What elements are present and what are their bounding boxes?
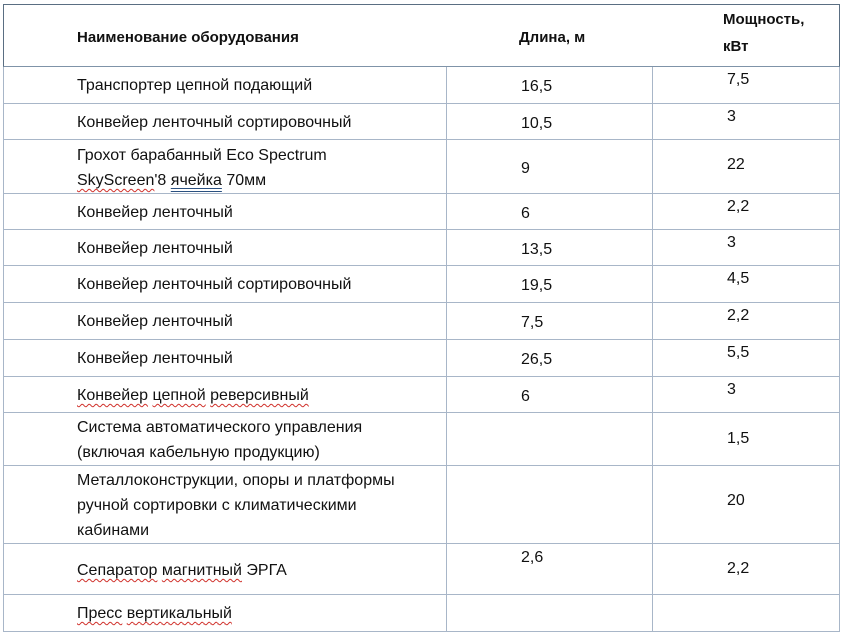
cell-power: 3 — [652, 377, 840, 412]
table-row — [3, 466, 840, 544]
table-row — [3, 67, 840, 104]
cell-power: 2,2 — [652, 544, 840, 594]
cell-name: Металлоконструкции, опоры и платформы ручной сортировки с климатическими кабинами — [77, 472, 395, 539]
cell-length — [446, 413, 652, 465]
header-power-line2: кВт — [723, 38, 749, 55]
table-row — [3, 413, 840, 466]
cell-power: 22 — [652, 140, 840, 193]
table-row — [3, 377, 840, 413]
cell-length — [446, 466, 652, 543]
cell-name — [4, 544, 446, 594]
name-line: Конвейер цепной реверсивный — [77, 387, 309, 404]
cell-length: 16,5 — [446, 67, 652, 103]
cell-length — [446, 595, 652, 631]
cell-length: 9 — [446, 140, 652, 193]
cell-length: 19,5 — [446, 266, 652, 302]
cell-name: Транспортер цепной подающий — [77, 77, 313, 94]
table-row — [3, 266, 840, 303]
table-row — [3, 194, 840, 230]
cell-power: 2,2 — [652, 194, 840, 229]
table-header — [3, 4, 840, 67]
table-row — [3, 303, 840, 340]
cell-length: 26,5 — [446, 340, 652, 376]
table-row — [3, 230, 840, 266]
cell-power: 2,2 — [652, 303, 840, 339]
cell-power: 20 — [652, 466, 840, 543]
name-line: Сепаратор магнитный ЭРГА — [77, 562, 287, 579]
table-row — [3, 340, 840, 377]
cell-name: Конвейер ленточный — [77, 204, 233, 221]
table-row — [3, 104, 840, 140]
cell-name: Конвейер ленточный сортировочный — [77, 114, 352, 131]
name-line-2: SkyScreen'8 ячейка 70мм — [77, 172, 267, 189]
cell-power: 3 — [652, 230, 840, 265]
table-row — [3, 595, 840, 632]
cell-power — [652, 595, 840, 631]
header-length: Длина, м — [519, 29, 586, 46]
cell-name — [4, 595, 446, 631]
cell-length: 2,6 — [446, 544, 652, 594]
cell-power: 5,5 — [652, 340, 840, 376]
cell-name: Система автоматического управления (включая кабельную продукцию) — [77, 419, 363, 461]
cell-power: 1,5 — [652, 413, 840, 465]
cell-length: 6 — [446, 194, 652, 229]
cell-power: 3 — [652, 104, 840, 139]
header-power-line1: Мощность, — [723, 11, 805, 28]
cell-name — [4, 377, 446, 412]
cell-name: Конвейер ленточный — [77, 313, 233, 330]
header-name: Наименование оборудования — [77, 29, 299, 46]
cell-name: Конвейер ленточный сортировочный — [77, 276, 352, 293]
name-line: Пресс вертикальный — [77, 605, 232, 622]
cell-length: 6 — [446, 377, 652, 412]
cell-name: Грохот барабанный Eco Spectrum SkyScreen'8 ячейка 70мм — [4, 140, 446, 193]
cell-power: 4,5 — [652, 266, 840, 302]
cell-length: 7,5 — [446, 303, 652, 339]
cell-power: 7,5 — [652, 67, 840, 103]
cell-length: 13,5 — [446, 230, 652, 265]
table-row — [3, 140, 840, 194]
cell-name: Конвейер ленточный — [77, 240, 233, 257]
cell-name: Конвейер ленточный — [77, 350, 233, 367]
cell-length: 10,5 — [446, 104, 652, 139]
table-row — [3, 544, 840, 595]
